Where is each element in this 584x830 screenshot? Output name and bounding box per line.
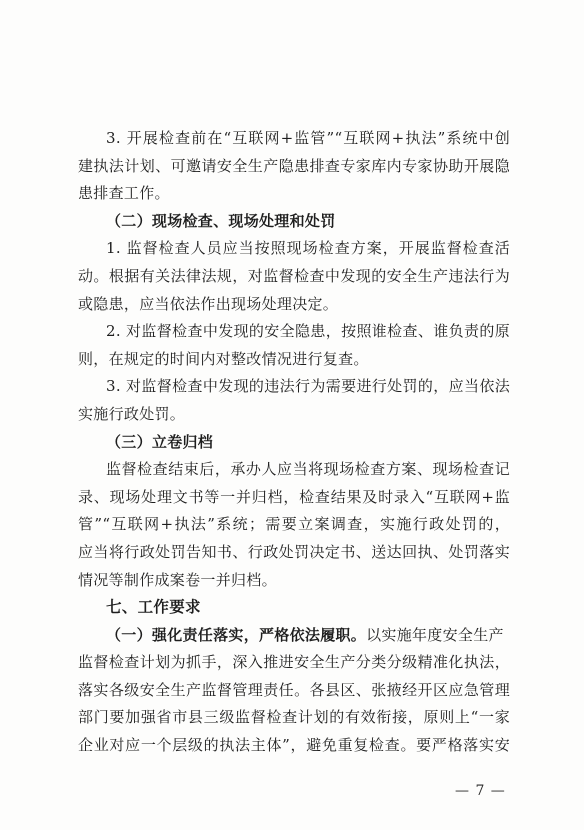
paragraph-line: 监督检查结束后，承办人应当将现场检查方案、现场检查记 — [106, 460, 510, 479]
chapter-heading-7: 七、工作要求 — [106, 598, 201, 617]
paragraph-line: 录、现场处理文书等一并归档，检查结果及时录入“互联网+监 — [78, 487, 510, 506]
section-heading-3: （三）立卷归档 — [106, 432, 214, 451]
paragraph-line: 部门要加强省市县三级监督检查计划的有效衔接，原则上“一家 — [78, 708, 510, 727]
paragraph-line: 落实各级安全生产监督管理责任。各县区、张掖经开区应急管理 — [78, 680, 510, 699]
section-heading-2: （二）现场检查、现场处理和处罚 — [106, 211, 336, 230]
paragraph-line: 应当将行政处罚告知书、行政处罚决定书、送达回执、处罚落实 — [78, 542, 510, 561]
page-number: — 7 — — [455, 783, 506, 799]
paragraph-line: 2. 对监督检查中发现的安全隐患，按照谁检查、谁负责的原 — [106, 322, 510, 341]
paragraph-line: 监督检查计划为抓手，深入推进安全生产分类分级精准化执法， — [78, 653, 510, 672]
paragraph-line: 1. 监督检查人员应当按照现场检查方案，开展监督检查活 — [106, 239, 510, 258]
paragraph-line-mixed — [78, 622, 510, 650]
paragraph-line: 患排查工作。 — [78, 184, 170, 203]
subsection-heading-inline: （一）强化责任落实，严格依法履职。 — [106, 625, 367, 644]
paragraph-line: 建执法计划、可邀请安全生产隐患排查专家库内专家协助开展隐 — [78, 156, 510, 175]
paragraph-text-inline: 以实施年度安全生产 — [366, 625, 504, 644]
paragraph-line: 企业对应一个层级的执法主体”，避免重复检查。要严格落实安 — [78, 736, 510, 755]
paragraph-line: 动。根据有关法律法规，对监督检查中发现的安全生产违法行为 — [78, 266, 510, 285]
paragraph-line: 3. 对监督检查中发现的违法行为需要进行处罚的，应当依法 — [106, 377, 510, 396]
paragraph-line: 情况等制作成案卷一并归档。 — [78, 570, 277, 589]
paragraph-line: 实施行政处罚。 — [78, 404, 186, 423]
document-body — [78, 125, 510, 760]
paragraph-line: 或隐患，应当依法作出现场处理决定。 — [78, 294, 339, 313]
paragraph-line: 管”“互联网+执法”系统；需要立案调查，实施行政处罚的， — [78, 515, 510, 534]
paragraph-line: 则，在规定的时间内对整改情况进行复查。 — [78, 349, 369, 368]
paragraph-line: 3. 开展检查前在“互联网+监管”“互联网+执法”系统中创 — [106, 129, 510, 147]
